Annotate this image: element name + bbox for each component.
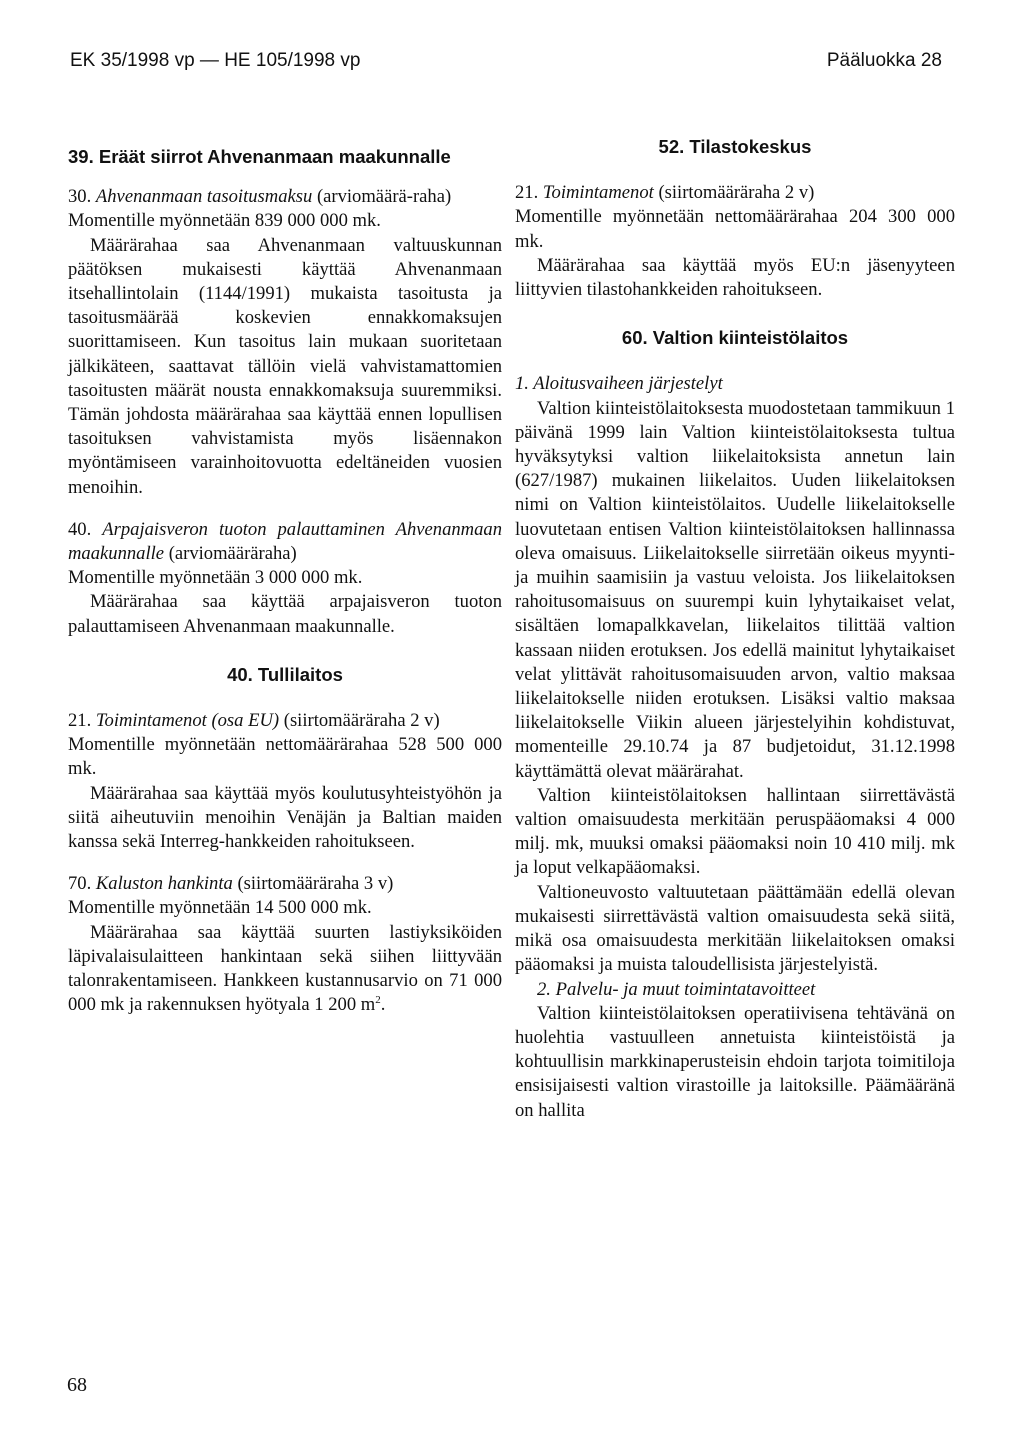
subsection-name: 1. Aloitusvaiheen järjestelyt	[515, 373, 723, 395]
item-type: (siirtomääräraha 2 v)	[658, 182, 815, 204]
item-21-title	[515, 181, 955, 205]
paragraph: Momentille myönnetään nettomäärärahaa 528 500 000 mk.	[68, 734, 502, 780]
paragraph-text: Määrärahaa saa käyttää suurten lastiyksiköiden läpivalaisulaitteen hankintaan sekä siihen liittyvään talonrakentamiseen. Hankkeen kustannusarvio on 71 000 000 mk ja rakennuksen hyötyala 1 200 m	[68, 921, 502, 1016]
item-number: 21.	[68, 710, 92, 732]
paragraph: Valtion kiinteistölaitoksen hallintaan siirrettävästä valtion omaisuudesta merkitään peruspääomaksi 4 000 milj. mk, muuksi omaksi pääomaksi noin 10 410 milj. mk ja loput velkapääomaksi.	[515, 784, 955, 879]
superscript: 2	[375, 994, 381, 1007]
section-heading-tilastokeskus: 52. Tilastokeskus	[658, 136, 812, 157]
paragraph: Määrärahaa saa Ahvenanmaan valtuuskunnan päätöksen mukaisesti käyttää Ahvenanmaan itsehallintolain (1144/1991) mukaista tasoitusta ja tasoitusmäärää koskevien ennakkomaksujen suorittamiseen. Kun tasoitus lain mukaan suoritetaan jälkikäteen, saattavat tällöin vielä vahvistamattomien tasoitusten määrät nousta ennakkomaksuja suuremmiksi. Tämän johdosta määrärahaa saa käyttää ennen lopullisen tasoituksen vahvistamista myös lisäennakon myöntämiseen varainhoitovuotta edeltäneiden vuosien menoihin.	[68, 234, 502, 498]
subsection-name: 2. Palvelu- ja muut toimintatavoitteet	[537, 978, 816, 1000]
item-name: Toimintamenot (osa EU)	[95, 710, 280, 732]
running-header-left: EK 35/1998 vp — HE 105/1998 vp	[70, 50, 361, 71]
item-number: 40.	[68, 518, 92, 540]
item-name: Kaluston hankinta	[95, 873, 233, 895]
paragraph: Momentille myönnetään 839 000 000 mk.	[68, 210, 381, 232]
right-column	[515, 135, 955, 1123]
paragraph: Valtion kiinteistölaitoksen operatiivisena tehtävänä on huolehtia vastuulleen annetuista kiinteistöistä ja kohtuullisin markkinaperusteisin ehdoin tarjota toimitiloja ensisijaisesti valtion virastoille ja laitoksille. Päämääränä on hallita	[515, 1002, 955, 1121]
section-heading-kiinteistolaitos: 60. Valtion kiinteistölaitos	[621, 327, 849, 349]
item-type: (arviomäärä-raha)	[316, 186, 452, 208]
paragraph: Momentille myönnetään nettomäärärahaa 204 300 000 mk.	[515, 206, 955, 252]
paragraph: Määrärahaa saa käyttää myös koulutusyhteistyöhön ja siitä aiheutuviin menoihin Venäjän ja Baltian maiden kanssa sekä Interreg-hankkeiden rahoitukseen.	[68, 782, 502, 853]
item-30-title	[68, 185, 502, 209]
page-number: 68	[67, 1374, 87, 1396]
item-number: 30.	[68, 186, 92, 208]
running-header-right: Pääluokka 28	[826, 50, 942, 71]
subsection-1-title	[515, 372, 955, 396]
item-name: Toimintamenot	[542, 182, 654, 204]
item-name: Arpajaisveron tuoton palauttaminen Ahvenanmaan maakunnalle	[68, 518, 502, 565]
paragraph: Momentille myönnetään 14 500 000 mk.	[68, 897, 372, 919]
section-heading-39: 39. Eräät siirrot Ahvenanmaan maakunnalle	[68, 146, 451, 167]
paragraph: Määrärahaa saa käyttää myös EU:n jäsenyyteen liittyvien tilastohankkeiden rahoitukseen.	[515, 254, 955, 301]
paragraph-end: .	[380, 994, 386, 1016]
paragraph: Valtioneuvosto valtuutetaan päättämään edellä olevan mukaisesti siirrettävästä valtion omaisuudesta sekä siitä, mikä osa omaisuudesta merkitään liikelaitoksen omaksi pääomaksi ja muista taloudellisista järjestelyistä.	[515, 881, 955, 976]
item-type: (arviomääräraha)	[168, 543, 297, 565]
item-70-title	[68, 872, 502, 896]
item-name: Ahvenanmaan tasoitusmaksu	[95, 186, 313, 208]
section-heading-tullilaitos: 40. Tullilaitos	[227, 663, 343, 685]
item-type: (siirtomääräraha 2 v)	[283, 710, 440, 732]
paragraph: Momentille myönnetään 3 000 000 mk.	[68, 567, 363, 589]
item-40-title	[68, 518, 502, 566]
subsection-2-title	[515, 978, 955, 1002]
paragraph: Valtion kiinteistölaitoksesta muodostetaan tammikuun 1 päivänä 1999 lain Valtion kiinteistölaitoksesta tultua hyväksytyksi valtion liikelaitoksista annetun lain (627/1987) mukainen liikelaitos. Uuden liikelaitoksen nimi on Valtion kiinteistölaitos. Uudelle liikelaitokselle luovutetaan entisen Valtion kiinteistölaitoksen hallinnassa oleva omaisuus. Liikelaitokselle siirretään oikeus myynti- ja muihin saamisiin ja vastuu veloista. Jos liikelaitoksen rahoitusomaisuus on suurempi kuin lyhytaikaiset velat, sisältäen lomapalkkavelan, liikelaitos tilittää valtion kassaan niiden erotuksen. Jos edellä mainitut lyhytaikaiset velat ylittävät rahoitusomaisuuden arvon, valtio maksaa liikelaitokselle niiden erotuksen. Lisäksi valtio maksaa liikelaitokselle Viikin alueen järjestelyihin kohdistuvat, momenteille 29.10.74 ja 87 budjetoidut, 31.12.1998 käyttämättä olevat määrärahat.	[515, 397, 955, 782]
paragraph: Määrärahaa saa käyttää arpajaisveron tuoton palauttamiseen Ahvenanmaan maakunnalle.	[68, 591, 502, 637]
paragraph	[68, 921, 502, 1018]
item-number: 21.	[515, 182, 539, 204]
item-number: 70.	[68, 873, 92, 895]
left-column	[68, 135, 502, 1018]
item-21-title	[68, 709, 502, 733]
item-type: (siirtomääräraha 3 v)	[237, 873, 394, 895]
